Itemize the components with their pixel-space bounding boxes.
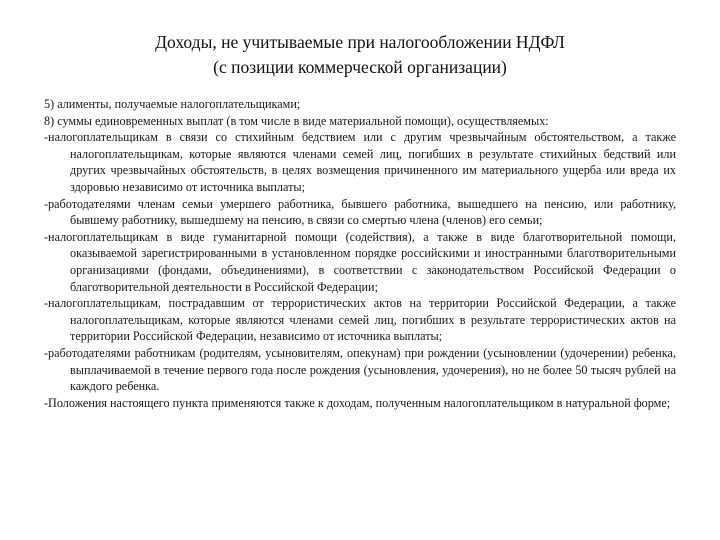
slide-title	[0, 30, 720, 80]
paragraph-humanitarian-aid: -налогоплательщикам в виде гуманитарной помощи (содействия), а также в виде благотворительной помощи, оказываемой зарегистрированными в установленном порядке российскими и иностранными благотворительными организациями (фондами, объединениями), в соответствии с законодательством Российской Федерации о благотворительной деятельности в Российской Федерации;	[44, 229, 676, 294]
paragraph-in-kind-income: -Положения настоящего пункта применяются также к доходам, полученным налогоплательщиком в натуральной форме;	[44, 395, 671, 410]
paragraph-lump-sum-payments: 8) суммы единовременных выплат (в том числе в виде материальной помощи), осуществляемых:	[44, 113, 549, 128]
paragraph-child-birth: -работодателями работникам (родителям, усыновителям, опекунам) при рождении (усыновлении (удочерении) ребенка, выплачиваемой в течение первого года после рождения (усыновления, удочерения), но не более 50 тысяч рублей на каждого ребенка.	[44, 345, 676, 394]
paragraph-terrorist-acts: -налогоплательщикам, пострадавшим от террористических актов на территории Российской Федерации, а также налогоплательщикам, которые являются членами семей лиц, погибших в результате террористических актов на территории Российской Федерации, независимо от источника выплаты;	[44, 296, 676, 344]
paragraph-alimony: 5) алименты, получаемые налогоплательщиками;	[44, 97, 301, 111]
slide-body	[44, 96, 676, 411]
title-line-2: (с позиции коммерческой организации)	[213, 57, 507, 77]
paragraph-employee-family-death: -работодателями членам семьи умершего работника, бывшего работника, вышедшего на пенсию, или работнику, бывшему работнику, вышедшему на пенсию, в связи со смертью члена (членов) его семьи;	[44, 196, 676, 228]
paragraph-natural-disaster: -налогоплательщикам в связи со стихийным бедствием или с другим чрезвычайным обстоятельством, а также налогоплательщикам, которые являются членами семей лиц, погибших в результате стихийных бедствий или других чрезвычайных обстоятельств, в целях возмещения причиненного им материального ущерба или вреда их здоровью независимо от источника выплаты;	[44, 130, 676, 194]
title-line-1: Доходы, не учитываемые при налогообложении НДФЛ	[155, 32, 565, 52]
